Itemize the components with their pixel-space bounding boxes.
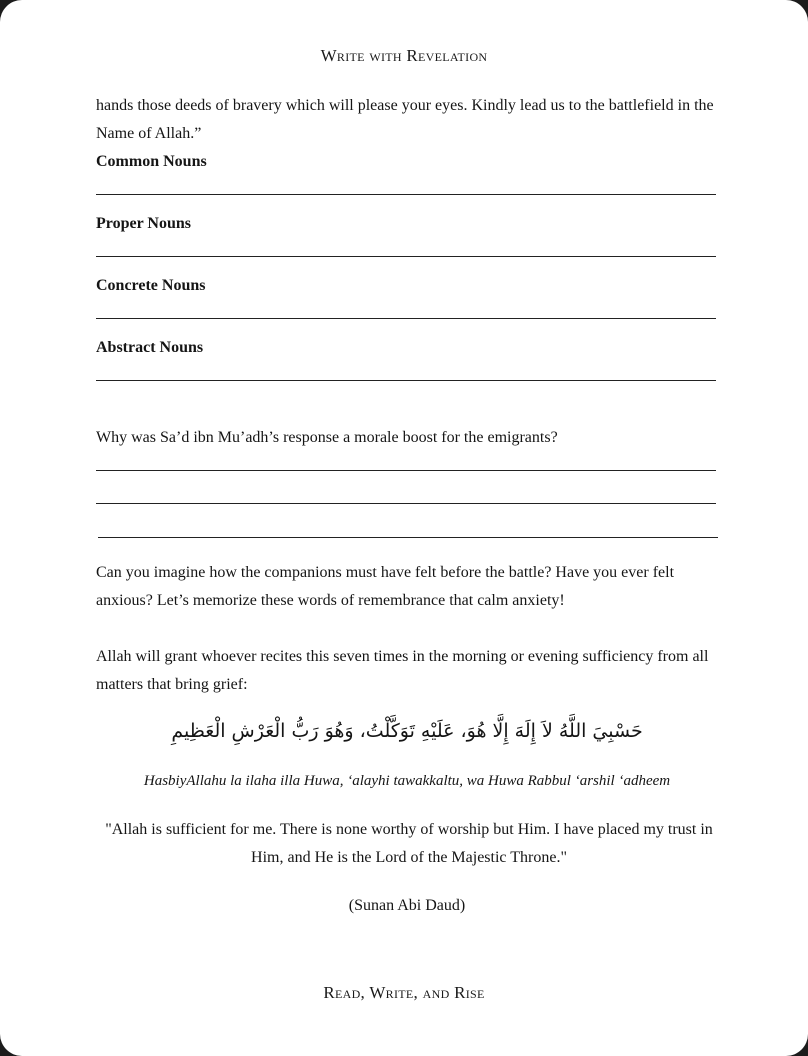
concrete-nouns-label: Concrete Nouns	[96, 277, 206, 294]
dua-translation: "Allah is sufficient for me. There is none worthy of worship but Him. I have placed my trust in Him, and He is the Lord of the Majestic Throne."	[105, 821, 713, 866]
question-answer-line-3[interactable]	[98, 537, 718, 538]
proper-nouns-label: Proper Nouns	[96, 215, 191, 232]
proper-nouns-answer-line[interactable]	[96, 256, 716, 257]
question-text: Why was Sa’d ibn Mu’adh’s response a morale boost for the emigrants?	[96, 429, 558, 446]
abstract-nouns-label: Abstract Nouns	[96, 339, 204, 356]
page-footer: Read, Write, and Rise	[323, 983, 485, 1002]
question-answer-line-2[interactable]	[96, 503, 716, 504]
dua-source: (Sunan Abi Daud)	[348, 897, 466, 914]
abstract-nouns-answer-line[interactable]	[96, 380, 716, 381]
page-header: Write with Revelation	[320, 46, 488, 65]
concrete-nouns-answer-line[interactable]	[96, 318, 716, 319]
question-answer-line-1[interactable]	[96, 470, 716, 471]
dua-arabic: حَسْبِيَ اللَّهُ لاَ إِلَهَ إِلَّا هُوَ، عَلَيْهِ تَوَكَّلْتُ، وَهُوَ رَبُّ الْعَرْشِ الْعَظِيمِ	[171, 720, 643, 742]
intro-paragraph: hands those deeds of bravery which will please your eyes. Kindly lead us to the battlefield in the Name of Allah.”	[96, 97, 714, 142]
grant-paragraph: Allah will grant whoever recites this seven times in the morning or evening sufficiency from all matters that bring grief:	[96, 648, 709, 693]
imagine-paragraph: Can you imagine how the companions must have felt before the battle? Have you ever felt anxious? Let’s memorize these words of remembrance that calm anxiety!	[96, 564, 675, 609]
dua-transliteration: HasbiyAllahu la ilaha illa Huwa, ‘alayhi tawakkaltu, wa Huwa Rabbul ‘arshil ‘adheem	[143, 773, 671, 789]
common-nouns-answer-line[interactable]	[96, 194, 716, 195]
common-nouns-label: Common Nouns	[96, 153, 207, 170]
